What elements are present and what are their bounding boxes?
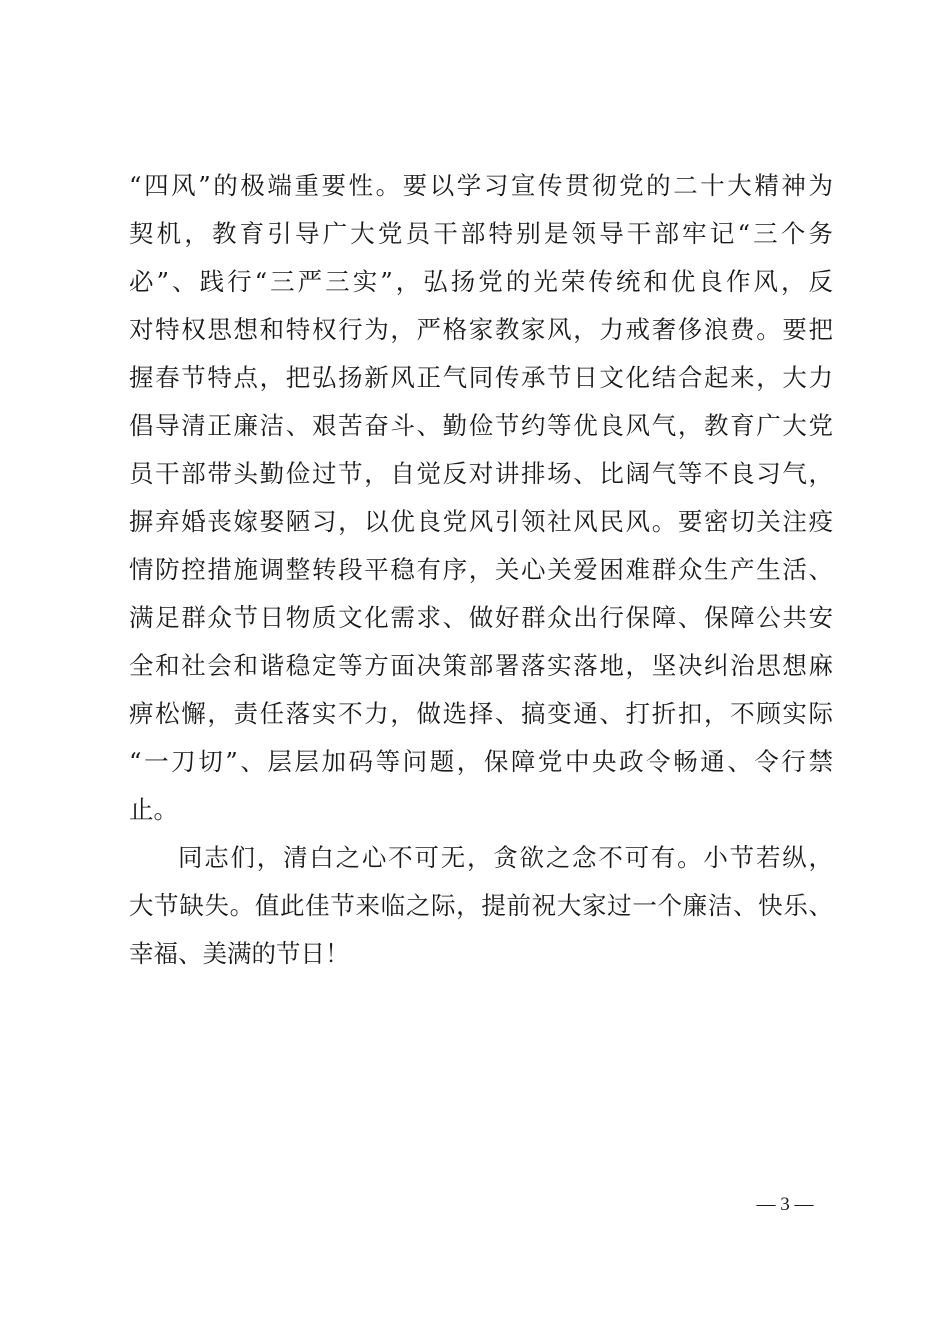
paragraph-1-line-8: 摒弃婚丧嫁娶陋习，以优良党风引领社风民风。要密切关注疫 [129,507,833,536]
body-text [129,162,833,978]
paragraph-1-line-2: 契机，教育引导广大党员干部特别是领导干部牢记“三个务 [129,219,833,248]
paragraph-1-line-9: 情防控措施调整转段平稳有序，关心关爱困难群众生产生活、 [129,555,833,584]
paragraph-1-line-6: 倡导清正廉洁、艰苦奋斗、勤俭节约等优良风气，教育广大党 [129,411,833,440]
paragraph-1-line-14: 止。 [129,795,178,824]
page-number: — 3 — [756,1194,814,1215]
paragraph-1-line-1: “四风”的极端重要性。要以学习宣传贯彻党的二十大精神为 [129,171,833,200]
paragraph-1-line-3: 必”、践行“三严三实”，弘扬党的光荣传统和优良作风，反 [129,267,833,296]
paragraph-1-line-12: 痹松懈，责任落实不力，做选择、搞变通、打折扣，不顾实际 [129,699,833,728]
paragraph-1-line-5: 握春节特点，把弘扬新风正气同传承节日文化结合起来，大力 [129,363,833,392]
paragraph-1-line-10: 满足群众节日物质文化需求、做好群众出行保障、保障公共安 [129,603,833,632]
paragraph-2-line-3: 幸福、美满的节日！ [129,939,350,968]
paragraph-1-line-4: 对特权思想和特权行为，严格家教家风，力戒奢侈浪费。要把 [129,315,833,344]
paragraph-1-line-11: 全和社会和谐稳定等方面决策部署落实落地，坚决纠治思想麻 [129,651,833,680]
paragraph-2-line-1: 同志们，清白之心不可无，贪欲之念不可有。小节若纵， [178,843,833,872]
paragraph-2-line-2: 大节缺失。值此佳节来临之际，提前祝大家过一个廉洁、快乐、 [129,891,833,920]
paragraph-1-line-7: 员干部带头勤俭过节，自觉反对讲排场、比阔气等不良习气， [129,459,833,488]
paragraph-1-line-13: “一刀切”、层层加码等问题，保障党中央政令畅通、令行禁 [129,747,833,776]
